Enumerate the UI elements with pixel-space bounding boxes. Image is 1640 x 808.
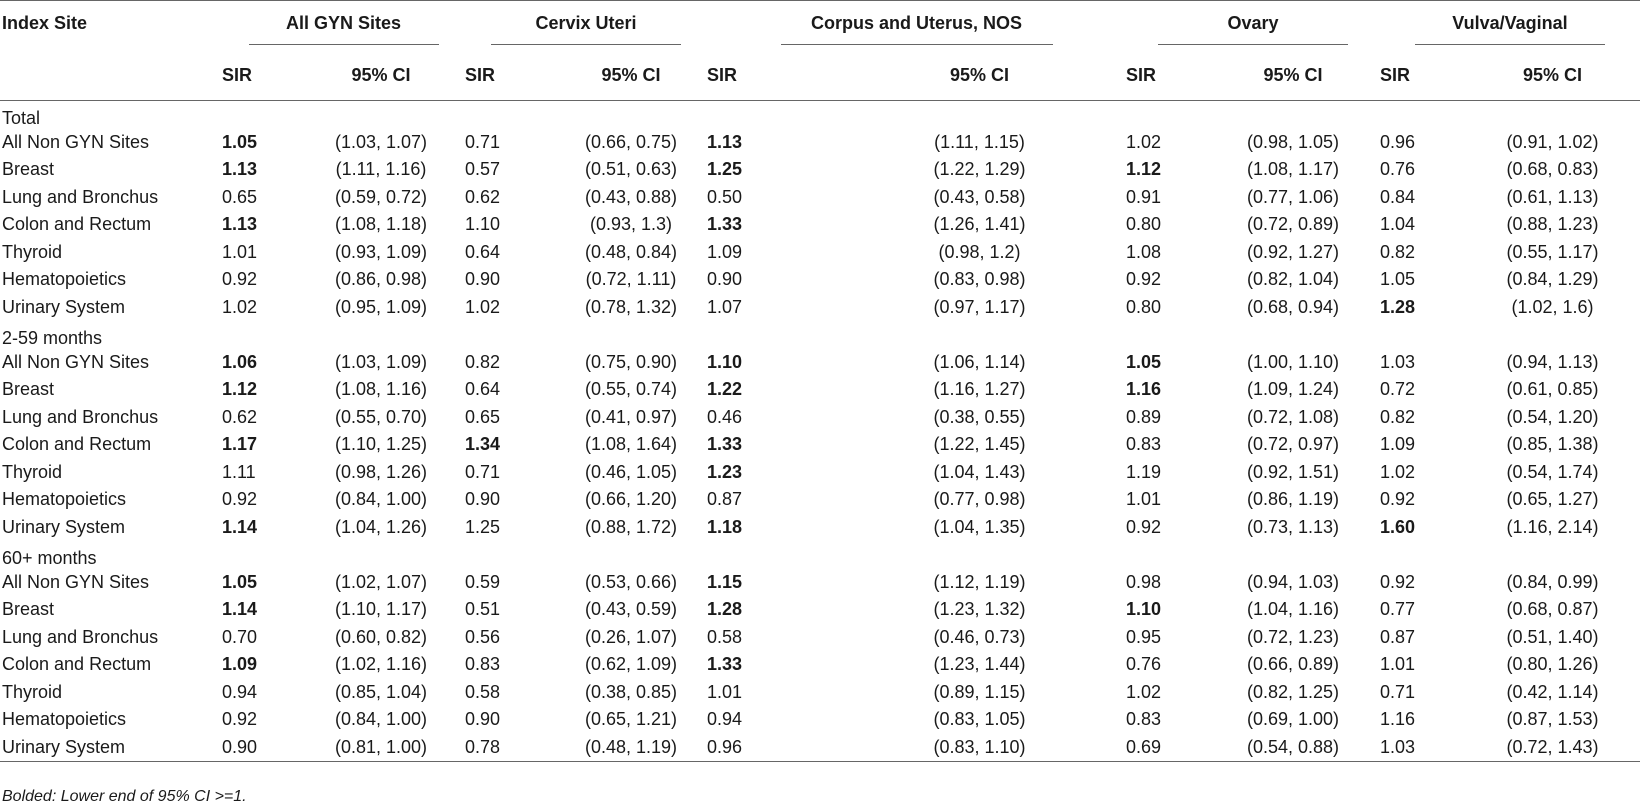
sir-value: 0.46 xyxy=(707,406,743,427)
ci-value: (1.08, 1.18) xyxy=(334,214,428,235)
sir-value: 1.15 xyxy=(707,571,743,592)
ci-value: (0.89, 1.15) xyxy=(933,681,1026,702)
sir-value: 0.82 xyxy=(1380,406,1416,427)
sir-value: 1.28 xyxy=(1380,296,1416,317)
ci-value: (1.12, 1.19) xyxy=(933,571,1026,592)
table-row xyxy=(0,129,1640,157)
sir-value: 1.03 xyxy=(1380,351,1416,372)
ci-value: (0.93, 1.09) xyxy=(334,241,428,262)
table-row xyxy=(0,294,1640,322)
ci-value: (0.65, 1.27) xyxy=(1506,489,1599,510)
row-site-label: Breast xyxy=(2,379,55,400)
sir-value: 0.65 xyxy=(222,186,258,207)
sir-value: 0.56 xyxy=(465,626,501,647)
ci-value: (0.72, 1.43) xyxy=(1465,734,1640,762)
sir-value: 1.04 xyxy=(1380,214,1416,235)
sir-value: 0.92 xyxy=(1126,516,1162,537)
sir-value: 0.98 xyxy=(1126,571,1162,592)
sir-value: 0.71 xyxy=(1380,681,1416,702)
sir-value: 0.96 xyxy=(1380,131,1416,152)
sir-value: 0.95 xyxy=(1126,626,1162,647)
ci-value: (0.46, 0.73) xyxy=(933,626,1026,647)
ci-value: (0.66, 0.89) xyxy=(1246,654,1340,675)
sir-value: 0.96 xyxy=(707,734,833,762)
ci-value: (0.86, 0.98) xyxy=(334,269,428,290)
group-header-vulva xyxy=(1380,1,1640,51)
ci-value: (0.81, 1.00) xyxy=(297,734,465,762)
ci-value: (0.68, 0.94) xyxy=(1246,296,1340,317)
ci-value: (0.88, 1.72) xyxy=(584,516,678,537)
ci-value: (0.97, 1.17) xyxy=(933,296,1026,317)
ci-value: (0.92, 1.51) xyxy=(1246,461,1340,482)
table-row xyxy=(0,651,1640,679)
sir-value: 0.76 xyxy=(1380,159,1416,180)
ci-value: (0.91, 1.02) xyxy=(1506,131,1599,152)
sir-value: 1.09 xyxy=(1380,434,1416,455)
sir-value: 1.33 xyxy=(707,214,743,235)
ci-value: (1.04, 1.35) xyxy=(933,516,1026,537)
ci-value: (1.23, 1.44) xyxy=(933,654,1026,675)
ci-value: (0.84, 0.99) xyxy=(1506,571,1599,592)
sir-value: 1.12 xyxy=(222,379,258,400)
ci-value: (0.41, 0.97) xyxy=(584,406,678,427)
ci-value: (0.54, 1.20) xyxy=(1506,406,1599,427)
sir-value: 1.10 xyxy=(1126,599,1162,620)
ci-value: (1.04, 1.16) xyxy=(1246,599,1340,620)
sir-value: 1.33 xyxy=(707,434,743,455)
section-row xyxy=(0,321,1640,349)
ci-value: (0.98, 1.26) xyxy=(334,461,428,482)
sir-value: 1.60 xyxy=(1380,516,1416,537)
ci-value: (0.51, 1.40) xyxy=(1506,626,1599,647)
ci-value: (0.54, 1.74) xyxy=(1506,461,1599,482)
sir-value: 0.90 xyxy=(465,709,501,730)
table-body xyxy=(0,101,1640,762)
ci-header: 95% CI xyxy=(1263,64,1323,85)
row-site-label: Lung and Bronchus xyxy=(2,406,159,427)
row-site-label: Colon and Rectum xyxy=(2,214,152,235)
sir-value: 0.91 xyxy=(1126,186,1162,207)
section-label: 2-59 months xyxy=(2,327,103,348)
sir-value: 1.03 xyxy=(1380,734,1465,762)
ci-value: (0.26, 1.07) xyxy=(584,626,678,647)
row-site-label: Colon and Rectum xyxy=(2,654,152,675)
ci-value: (1.23, 1.32) xyxy=(933,599,1026,620)
ci-value: (1.16, 2.14) xyxy=(1506,516,1599,537)
ci-value: (0.72, 1.23) xyxy=(1246,626,1340,647)
table-row xyxy=(0,404,1640,432)
sir-value: 0.50 xyxy=(707,186,743,207)
ci-value: (0.48, 1.19) xyxy=(555,734,707,762)
ci-value: (0.75, 0.90) xyxy=(584,351,678,372)
sir-value: 0.57 xyxy=(465,159,501,180)
sir-value: 0.90 xyxy=(465,489,501,510)
row-site-label: Hematopoietics xyxy=(2,269,127,290)
sir-value: 0.59 xyxy=(465,571,501,592)
sir-value: 0.92 xyxy=(1380,571,1416,592)
ci-value: (0.98, 1.05) xyxy=(1246,131,1340,152)
ci-value: (0.48, 0.84) xyxy=(584,241,678,262)
table-row xyxy=(0,156,1640,184)
row-site-label: Lung and Bronchus xyxy=(2,186,159,207)
section-row xyxy=(0,101,1640,129)
sir-value: 0.83 xyxy=(1126,709,1162,730)
row-site-label: Thyroid xyxy=(2,681,63,702)
sir-value: 0.92 xyxy=(222,709,258,730)
ci-value: (1.08, 1.17) xyxy=(1246,159,1340,180)
row-site-label: Thyroid xyxy=(2,461,63,482)
sir-value: 0.82 xyxy=(1380,241,1416,262)
table-row xyxy=(0,569,1640,597)
sir-value: 0.77 xyxy=(1380,599,1416,620)
table-row xyxy=(0,514,1640,542)
sir-value: 0.64 xyxy=(465,379,501,400)
sir-value: 1.05 xyxy=(222,131,258,152)
ci-value: (0.78, 1.32) xyxy=(584,296,678,317)
row-site-label: Lung and Bronchus xyxy=(2,626,159,647)
table-row xyxy=(0,211,1640,239)
sir-value: 1.05 xyxy=(222,571,258,592)
ci-header: 95% CI xyxy=(949,64,1010,85)
ci-value: (1.03, 1.09) xyxy=(334,351,428,372)
sir-value: 0.92 xyxy=(1380,489,1416,510)
sir-value: 0.70 xyxy=(222,626,258,647)
sir-value: 1.02 xyxy=(222,296,258,317)
sir-value: 1.34 xyxy=(465,434,501,455)
sir-header: SIR xyxy=(222,64,253,85)
ci-value: (0.55, 0.70) xyxy=(334,406,428,427)
empty-header-cell xyxy=(0,51,222,101)
ci-value: (0.42, 1.14) xyxy=(1506,681,1599,702)
sir-header: SIR xyxy=(1380,64,1411,85)
sir-value: 0.92 xyxy=(222,269,258,290)
ci-value: (0.66, 1.20) xyxy=(584,489,678,510)
sir-header: SIR xyxy=(465,64,496,85)
sir-value: 1.02 xyxy=(465,296,501,317)
sir-value: 1.13 xyxy=(222,214,258,235)
row-site-label: Hematopoietics xyxy=(2,709,127,730)
sir-value: 1.02 xyxy=(1126,681,1162,702)
sir-value: 0.72 xyxy=(1380,379,1416,400)
section-label: 60+ months xyxy=(2,547,97,568)
sir-value: 1.12 xyxy=(1126,159,1162,180)
sir-value: 0.82 xyxy=(465,351,501,372)
group-label: Ovary xyxy=(1158,13,1348,45)
ci-value: (1.09, 1.24) xyxy=(1246,379,1340,400)
ci-value: (1.10, 1.17) xyxy=(334,599,428,620)
ci-value: (1.08, 1.64) xyxy=(584,434,678,455)
sir-value: 0.94 xyxy=(707,709,743,730)
ci-value: (0.43, 0.58) xyxy=(933,186,1026,207)
row-site-label: Urinary System xyxy=(0,734,222,762)
sir-value: 0.89 xyxy=(1126,406,1162,427)
ci-value: (0.46, 1.05) xyxy=(584,461,678,482)
sir-value: 1.17 xyxy=(222,434,258,455)
row-site-label: Breast xyxy=(2,599,55,620)
sir-value: 1.25 xyxy=(465,516,501,537)
sir-value: 0.90 xyxy=(707,269,743,290)
header-row-groups xyxy=(0,1,1640,51)
sir-value: 0.80 xyxy=(1126,214,1162,235)
sir-value: 1.14 xyxy=(222,599,258,620)
sir-value: 0.62 xyxy=(222,406,258,427)
row-site-label: Colon and Rectum xyxy=(2,434,152,455)
ci-value: (0.83, 0.98) xyxy=(933,269,1026,290)
sir-value: 0.65 xyxy=(465,406,501,427)
ci-value: (1.22, 1.45) xyxy=(933,434,1026,455)
table-row xyxy=(0,679,1640,707)
sir-value: 1.25 xyxy=(707,159,743,180)
table-row xyxy=(0,624,1640,652)
ci-value: (0.77, 1.06) xyxy=(1246,186,1340,207)
sir-value: 1.22 xyxy=(707,379,743,400)
index-site-header: Index Site xyxy=(2,13,88,33)
sir-header: SIR xyxy=(707,64,738,85)
sir-value: 0.94 xyxy=(222,681,258,702)
ci-value: (0.43, 0.88) xyxy=(584,186,678,207)
section-label: Total xyxy=(2,107,41,128)
ci-header: 95% CI xyxy=(351,64,411,85)
table-row xyxy=(0,459,1640,487)
row-site-label: Hematopoietics xyxy=(2,489,127,510)
row-site-label: All Non GYN Sites xyxy=(2,571,150,592)
ci-value: (1.11, 1.15) xyxy=(934,131,1025,152)
sir-value: 1.05 xyxy=(1126,351,1162,372)
ci-value: (0.72, 1.08) xyxy=(1246,406,1340,427)
sir-value: 1.16 xyxy=(1126,379,1162,400)
ci-value: (0.87, 1.53) xyxy=(1506,709,1599,730)
table-row xyxy=(0,376,1640,404)
sir-value: 1.28 xyxy=(707,599,743,620)
group-header-ovary xyxy=(1126,1,1380,51)
sir-value: 0.69 xyxy=(1126,734,1206,762)
ci-header: 95% CI xyxy=(1522,64,1583,85)
table-row xyxy=(0,349,1640,377)
sir-value: 0.58 xyxy=(707,626,743,647)
row-site-label: All Non GYN Sites xyxy=(2,351,150,372)
ci-value: (0.85, 1.04) xyxy=(334,681,428,702)
ci-value: (0.38, 0.55) xyxy=(933,406,1026,427)
row-site-label: Urinary System xyxy=(2,516,126,537)
sir-value: 0.90 xyxy=(222,734,297,762)
ci-value: (1.16, 1.27) xyxy=(933,379,1026,400)
ci-value: (0.98, 1.2) xyxy=(938,241,1021,262)
ci-value: (0.84, 1.00) xyxy=(334,489,428,510)
ci-value: (0.38, 0.85) xyxy=(584,681,678,702)
row-site-label: All Non GYN Sites xyxy=(2,131,150,152)
ci-value: (0.84, 1.00) xyxy=(334,709,428,730)
sir-value: 0.90 xyxy=(465,269,501,290)
sir-value: 0.84 xyxy=(1380,186,1416,207)
sir-value: 1.01 xyxy=(1380,654,1416,675)
sir-value: 0.51 xyxy=(465,599,501,620)
row-site-label: Breast xyxy=(2,159,55,180)
group-header-corpus xyxy=(707,1,1126,51)
sir-value: 1.23 xyxy=(707,461,743,482)
ci-value: (1.04, 1.43) xyxy=(933,461,1026,482)
ci-value: (1.26, 1.41) xyxy=(933,214,1026,235)
ci-value: (0.72, 1.11) xyxy=(585,269,677,290)
group-label: Vulva/Vaginal xyxy=(1415,13,1605,45)
ci-value: (0.69, 1.00) xyxy=(1246,709,1340,730)
ci-value: (0.93, 1.3) xyxy=(589,214,673,235)
ci-value: (0.60, 0.82) xyxy=(334,626,428,647)
sir-value: 1.16 xyxy=(1380,709,1416,730)
ci-value: (0.72, 0.89) xyxy=(1246,214,1340,235)
sir-value: 0.87 xyxy=(1380,626,1416,647)
sir-value: 1.10 xyxy=(707,351,743,372)
ci-value: (0.68, 0.87) xyxy=(1506,599,1599,620)
table-row xyxy=(0,734,1640,762)
footnote: Bolded: Lower end of 95% CI >=1. xyxy=(2,788,247,805)
ci-value: (0.43, 0.59) xyxy=(584,599,678,620)
sir-value: 0.83 xyxy=(465,654,501,675)
row-site-label: Urinary System xyxy=(2,296,126,317)
sir-value: 1.09 xyxy=(707,241,743,262)
sir-value: 1.05 xyxy=(1380,269,1416,290)
ci-value: (0.83, 1.10) xyxy=(833,734,1126,762)
ci-value: (0.68, 0.83) xyxy=(1506,159,1599,180)
table-row xyxy=(0,239,1640,267)
section-row xyxy=(0,541,1640,569)
table-row xyxy=(0,431,1640,459)
ci-value: (0.92, 1.27) xyxy=(1246,241,1340,262)
sir-value: 1.13 xyxy=(707,131,743,152)
group-label: All GYN Sites xyxy=(249,13,439,45)
table-row xyxy=(0,266,1640,294)
sir-value: 1.18 xyxy=(707,516,743,537)
ci-value: (0.88, 1.23) xyxy=(1506,214,1599,235)
sir-value: 1.07 xyxy=(707,296,743,317)
ci-value: (0.83, 1.05) xyxy=(933,709,1026,730)
sir-value: 0.58 xyxy=(465,681,501,702)
ci-header: 95% CI xyxy=(601,64,661,85)
ci-value: (0.66, 0.75) xyxy=(584,131,678,152)
ci-value: (1.22, 1.29) xyxy=(933,159,1026,180)
sir-value: 1.01 xyxy=(222,241,258,262)
ci-value: (0.80, 1.26) xyxy=(1506,654,1599,675)
header-row-metrics xyxy=(0,51,1640,101)
sir-value: 1.02 xyxy=(1380,461,1416,482)
sir-value: 0.92 xyxy=(1126,269,1162,290)
group-label: Cervix Uteri xyxy=(491,13,681,45)
sir-value: 0.80 xyxy=(1126,296,1162,317)
ci-value: (1.04, 1.26) xyxy=(334,516,428,537)
ci-value: (0.55, 1.17) xyxy=(1506,241,1599,262)
ci-value: (0.54, 0.88) xyxy=(1206,734,1380,762)
sir-value: 1.08 xyxy=(1126,241,1162,262)
row-site-label: Thyroid xyxy=(2,241,63,262)
sir-value: 1.06 xyxy=(222,351,258,372)
sir-value: 0.62 xyxy=(465,186,501,207)
ci-value: (0.84, 1.29) xyxy=(1506,269,1599,290)
ci-value: (0.53, 0.66) xyxy=(584,571,678,592)
sir-value: 0.78 xyxy=(465,734,555,762)
ci-value: (0.65, 1.21) xyxy=(584,709,678,730)
ci-value: (0.86, 1.19) xyxy=(1246,489,1340,510)
sir-value: 1.01 xyxy=(707,681,743,702)
ci-value: (1.11, 1.16) xyxy=(335,159,427,180)
table-row xyxy=(0,486,1640,514)
sir-value: 0.76 xyxy=(1126,654,1162,675)
ci-value: (0.55, 0.74) xyxy=(584,379,678,400)
ci-value: (0.61, 0.85) xyxy=(1506,379,1599,400)
sir-value: 0.71 xyxy=(465,131,501,152)
ci-value: (0.94, 1.03) xyxy=(1246,571,1340,592)
sir-value: 1.14 xyxy=(222,516,258,537)
sir-value: 0.64 xyxy=(465,241,501,262)
ci-value: (0.61, 1.13) xyxy=(1506,186,1599,207)
ci-value: (1.02, 1.16) xyxy=(334,654,428,675)
table-row xyxy=(0,596,1640,624)
ci-value: (1.06, 1.14) xyxy=(933,351,1026,372)
ci-value: (1.08, 1.16) xyxy=(334,379,428,400)
ci-value: (0.94, 1.13) xyxy=(1506,351,1599,372)
sir-header: SIR xyxy=(1126,64,1157,85)
sir-value: 1.10 xyxy=(465,214,501,235)
sir-value: 1.19 xyxy=(1126,461,1162,482)
ci-value: (1.02, 1.6) xyxy=(1511,296,1594,317)
sir-value: 1.09 xyxy=(222,654,258,675)
table-row xyxy=(0,706,1640,734)
group-label: Corpus and Uterus, NOS xyxy=(781,13,1053,45)
ci-value: (0.72, 0.97) xyxy=(1246,434,1340,455)
sir-value: 1.13 xyxy=(222,159,258,180)
ci-value: (0.95, 1.09) xyxy=(334,296,428,317)
sir-value: 0.83 xyxy=(1126,434,1162,455)
ci-value: (0.82, 1.04) xyxy=(1246,269,1340,290)
sir-value: 1.33 xyxy=(707,654,743,675)
ci-value: (0.77, 0.98) xyxy=(933,489,1026,510)
ci-value: (0.85, 1.38) xyxy=(1506,434,1599,455)
ci-value: (0.62, 1.09) xyxy=(584,654,678,675)
sir-value: 0.92 xyxy=(222,489,258,510)
sir-value: 0.71 xyxy=(465,461,501,482)
ci-value: (0.82, 1.25) xyxy=(1246,681,1340,702)
group-header-all-gyn xyxy=(222,1,465,51)
group-header-cervix xyxy=(465,1,707,51)
sir-value: 1.01 xyxy=(1126,489,1162,510)
sir-value: 0.87 xyxy=(707,489,743,510)
sir-value: 1.11 xyxy=(222,461,256,482)
table-row xyxy=(0,184,1640,212)
sir-value: 1.02 xyxy=(1126,131,1162,152)
ci-value: (1.10, 1.25) xyxy=(334,434,428,455)
ci-value: (1.02, 1.07) xyxy=(334,571,428,592)
ci-value: (0.73, 1.13) xyxy=(1246,516,1340,537)
ci-value: (1.03, 1.07) xyxy=(334,131,428,152)
ci-value: (0.59, 0.72) xyxy=(334,186,428,207)
ci-value: (0.51, 0.63) xyxy=(584,159,678,180)
ci-value: (1.00, 1.10) xyxy=(1246,351,1340,372)
